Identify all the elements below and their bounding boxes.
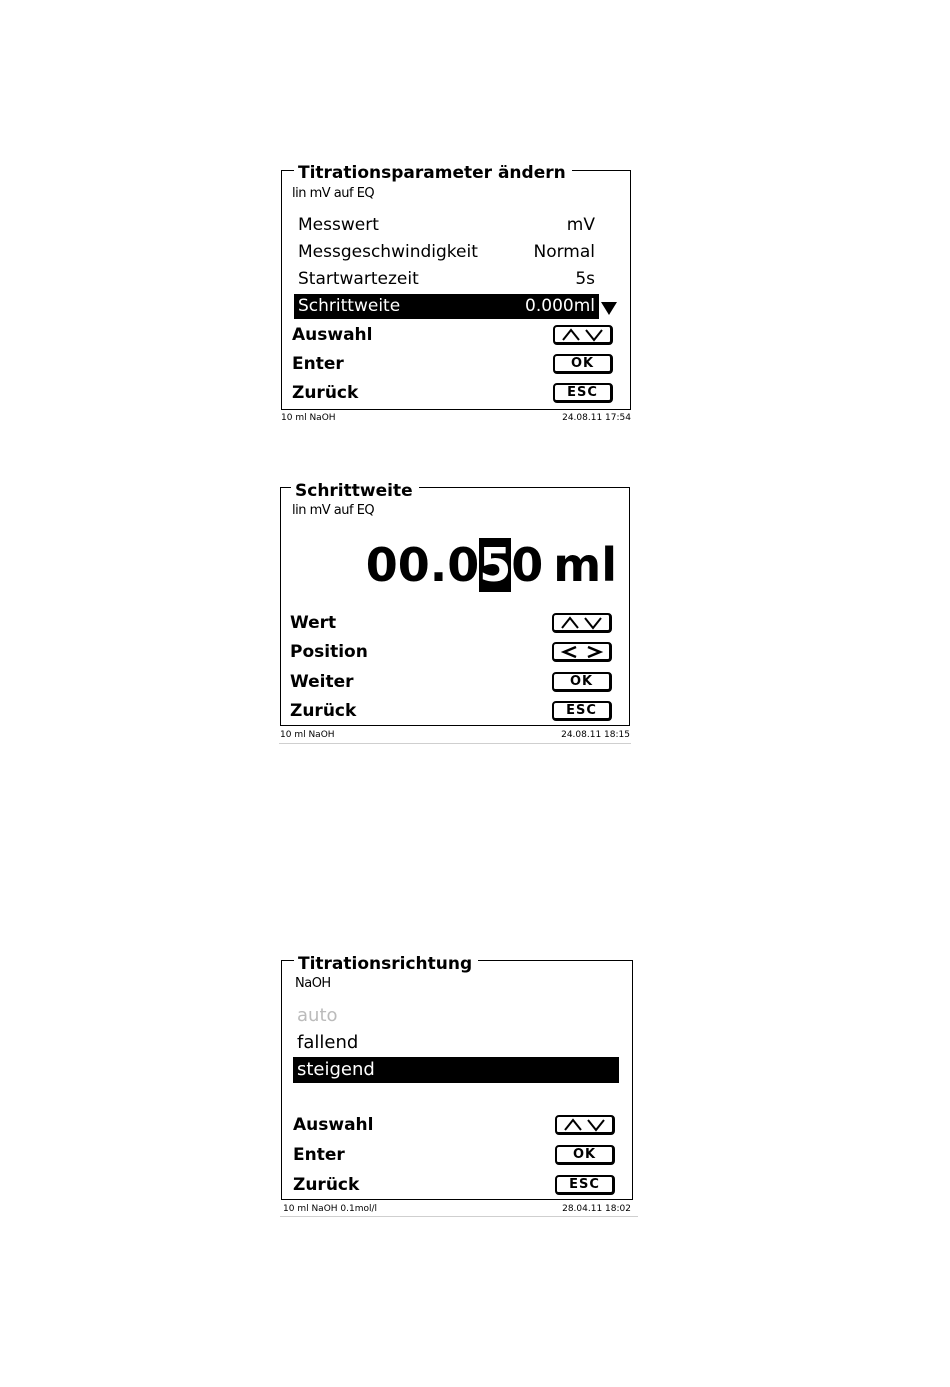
softkey-label-wert: Wert <box>290 613 337 633</box>
status-datetime: 24.08.11 18:15 <box>561 730 630 740</box>
screen-titration-parameters <box>280 160 632 428</box>
softkey-label-zurueck: Zurück <box>290 701 357 721</box>
param-row-messwert[interactable] <box>294 213 599 238</box>
esc-key[interactable]: ESC <box>552 701 612 721</box>
scroll-down-arrow-icon <box>601 302 617 315</box>
status-underline <box>280 1216 638 1217</box>
updown-keys-icon[interactable] <box>552 613 612 633</box>
status-datetime: 28.04.11 18:02 <box>562 1204 631 1214</box>
param-label: Messgeschwindigkeit <box>298 242 478 262</box>
param-value: 0.000ml <box>525 296 595 316</box>
status-method-name: 10 ml NaOH 0.1mol/l <box>283 1204 378 1214</box>
softkey-label-enter: Enter <box>292 354 344 374</box>
esc-key[interactable]: ESC <box>553 383 613 403</box>
param-label: Startwartezeit <box>298 269 419 289</box>
screen-title: Titrationsrichtung <box>294 954 478 974</box>
screen-subtitle: lin mV auf EQ <box>292 186 375 201</box>
softkey-label-zurueck: Zurück <box>293 1175 360 1195</box>
updown-keys-icon[interactable] <box>555 1115 615 1135</box>
screen-title: Schrittweite <box>291 481 419 501</box>
status-method-name: 10 ml NaOH <box>281 413 336 423</box>
status-datetime: 24.08.11 17:54 <box>562 413 631 423</box>
screen-schrittweite-edit <box>279 478 631 746</box>
screen-title: Titrationsparameter ändern <box>294 163 572 183</box>
param-value: 5s <box>575 269 595 289</box>
param-row-messgeschwindigkeit[interactable] <box>294 240 599 265</box>
softkey-label-auswahl: Auswahl <box>292 325 373 345</box>
softkey-label-weiter: Weiter <box>290 672 354 692</box>
value-cursor-digit[interactable]: 5 <box>479 538 512 592</box>
updown-keys-icon[interactable] <box>553 325 613 345</box>
screen-titrationsrichtung <box>280 950 638 1220</box>
ok-key[interactable]: OK <box>555 1145 615 1165</box>
option-auto: auto <box>297 1005 338 1026</box>
softkey-label-auswahl: Auswahl <box>293 1115 374 1135</box>
screen-subtitle: lin mV auf EQ <box>292 503 375 518</box>
screen-subtitle: NaOH <box>295 976 331 991</box>
param-row-startwartezeit[interactable] <box>294 267 599 292</box>
value-editor[interactable] <box>366 538 617 592</box>
leftright-keys-icon[interactable] <box>552 642 612 662</box>
status-underline <box>279 743 631 744</box>
softkey-label-zurueck: Zurück <box>292 383 359 403</box>
ok-key[interactable]: OK <box>552 672 612 692</box>
param-value: Normal <box>533 242 595 262</box>
esc-key[interactable]: ESC <box>555 1175 615 1195</box>
option-fallend[interactable]: fallend <box>297 1032 359 1053</box>
value-unit: ml <box>553 538 617 592</box>
param-row-schrittweite-selected[interactable] <box>294 294 599 319</box>
ok-key[interactable]: OK <box>553 354 613 374</box>
value-digits-before: 00.0 <box>365 538 480 592</box>
status-method-name: 10 ml NaOH <box>280 730 335 740</box>
param-label: Messwert <box>298 215 379 235</box>
option-steigend-selected[interactable]: steigend <box>293 1057 619 1083</box>
softkey-label-position: Position <box>290 642 368 662</box>
param-value: mV <box>566 215 595 235</box>
param-label: Schrittweite <box>298 296 401 316</box>
softkey-label-enter: Enter <box>293 1145 345 1165</box>
value-digits-after: 0 <box>511 538 544 592</box>
